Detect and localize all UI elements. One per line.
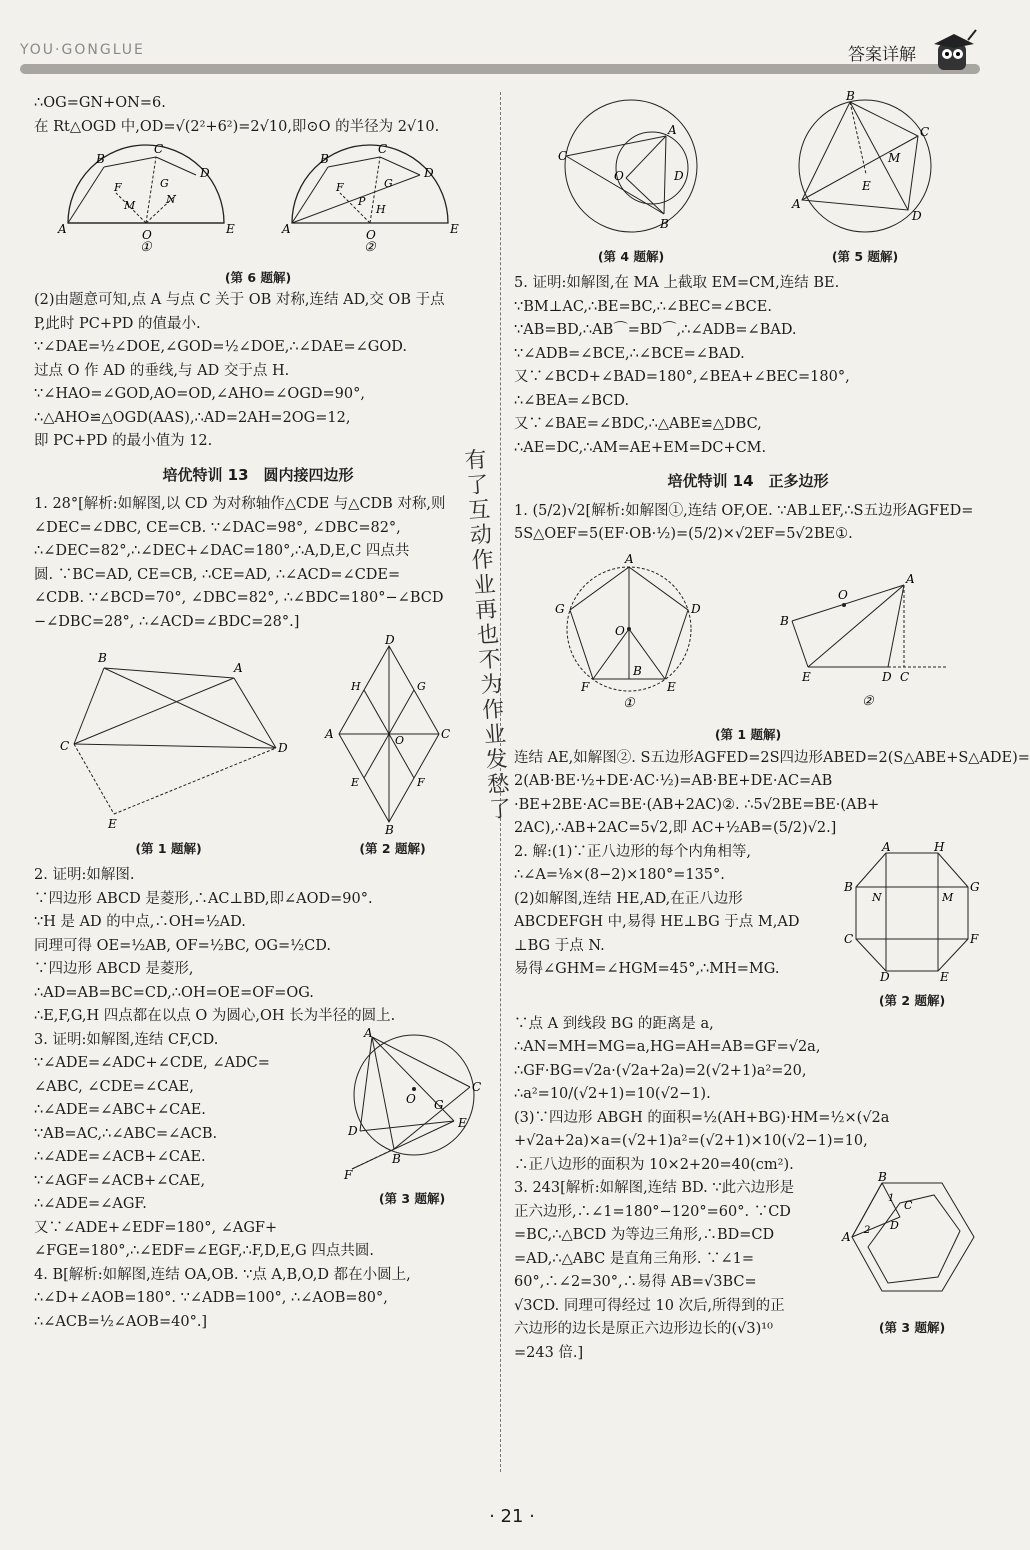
semicircle-diagram-2 [280, 143, 460, 253]
text-line: ∵四边形 ABCD 是菱形,∴AC⊥BD,即∠AOD=90°. [34, 890, 373, 907]
section-title: 培优特训 13 圆内接四边形 [162, 465, 354, 484]
svg-text:A: A [364, 1025, 373, 1040]
text-line: ∵∠ADB=∠BCE,∴∠BCE=∠BAD. [514, 345, 745, 362]
figure-caption: (第 1 题解) [135, 840, 202, 856]
svg-text:F: F [416, 776, 425, 789]
text-line: ∵BM⊥AC,∴BE=BC,∴∠BEC=∠BCE. [514, 298, 772, 315]
svg-text:E: E [226, 222, 235, 236]
text-line: 又∵∠ADE+∠EDF=180°, ∠AGF+ [34, 1219, 278, 1236]
handwritten-char: 也 [476, 622, 500, 649]
figure-6 [34, 143, 482, 262]
rhombus-diagram [323, 633, 463, 837]
text-line: ∴∠ACB=½∠AOB=40°.] [34, 1313, 208, 1330]
pentagon-diagram [549, 551, 709, 711]
figure-caption: (第 5 题解) [831, 248, 899, 264]
svg-text:F: F [114, 181, 122, 194]
svg-text:2: 2 [864, 1225, 871, 1236]
text-line: ∵AB=AC,∴∠ABC=∠ACB. [34, 1125, 218, 1142]
figure-caption: (第 6 题解) [224, 269, 292, 285]
figure-caption: (第 3 题解) [378, 1191, 446, 1206]
svg-text:E: E [350, 776, 359, 789]
text-line: 2. 证明:如解图. [34, 867, 135, 883]
text-line: ∴GF·BG=√2a·(√2a+2a)=2(√2+1)a²=20, [514, 1062, 807, 1079]
figure-number: ② [861, 693, 874, 709]
text-line: ∴∠D+∠AOB=180°. ∵∠ADB=100°, ∴∠AOB=80°, [34, 1290, 388, 1306]
text-line: ∠CDB. ∵∠BCD=70°, ∠DBC=82°, ∴∠BDC=180°−∠BCD [34, 590, 444, 606]
svg-text:O: O [614, 169, 624, 183]
svg-text:A: A [792, 197, 801, 211]
text-line: (3)∵四边形 ABGH 的面积=½(AH+BG)·HM=½×(√2a [514, 1109, 890, 1126]
text-line: ∵∠ADE=∠ADC+∠CDE, ∠ADC= [34, 1055, 270, 1071]
svg-text:A: A [233, 661, 243, 675]
text-line: 又∵∠BCD+∠BAD=180°,∠BEA+∠BEC=180°, [514, 369, 850, 385]
figure-1-pentagon [514, 551, 982, 720]
text-line: −∠DBC=28°, ∴∠ACD=∠BDC=28°.] [34, 613, 300, 630]
figure-number: ① [140, 240, 152, 255]
svg-text:O: O [614, 623, 625, 638]
text-line: ABCDEFGH 中,易得 HE⊥BG 于点 M,AD [514, 914, 800, 930]
text-line: 3. 证明:如解图,连结 CF,CD. [34, 1031, 219, 1048]
svg-text:G: G [160, 177, 169, 190]
brand-label: YOU·GONGLUE [20, 42, 145, 58]
svg-text:A: A [842, 1230, 851, 1244]
svg-text:A: A [882, 839, 891, 854]
svg-text:B: B [660, 217, 669, 231]
svg-text:C: C [899, 669, 909, 684]
svg-text:D: D [880, 969, 890, 984]
handwritten-char: 愁 [486, 771, 511, 799]
figure-2-octagon [842, 841, 982, 1013]
text-line: ∴OG=GN+ON=6. [34, 95, 166, 111]
handwritten-char: 业 [483, 722, 507, 749]
section-title: 培优特训 14 正多边形 [667, 472, 829, 490]
text-line: =BC,∴△BCD 为等边三角形,∴BD=CD [514, 1227, 775, 1243]
svg-text:E: E [940, 969, 949, 984]
handwritten-char: 作 [481, 697, 506, 724]
svg-text:E: E [666, 679, 676, 694]
text-line: (2)由题意可知,点 A 与点 C 关于 OB 对称,连结 AD,交 OB 于点 [34, 292, 445, 308]
svg-text:F: F [344, 1167, 353, 1182]
svg-text:M: M [888, 151, 901, 165]
text-line: ∵∠HAO=∠GOD,AO=OD,∠AHO=∠OGD=90°, [34, 386, 365, 402]
svg-text:H: H [350, 680, 361, 693]
figure-number: ② [364, 240, 376, 255]
svg-text:B: B [846, 89, 855, 103]
svg-text:A: A [668, 123, 677, 137]
text-line: 在 Rt△OGD 中,OD=√(2²+6²)=2√10,即⊙O 的半径为 2√10. [34, 118, 440, 135]
svg-text:M: M [124, 199, 136, 212]
svg-text:B: B [384, 823, 394, 837]
svg-text:G: G [970, 879, 980, 894]
svg-text:D: D [881, 669, 892, 684]
text-line: 1. (5/2)√2[解析:如解图①,连结 OF,OE. ∵AB⊥EF,∴S五边形AGFED= [514, 502, 974, 519]
figure-caption: (第 2 题解) [878, 993, 946, 1008]
quadrilateral-abed-diagram [778, 571, 948, 711]
handwritten-char: 业 [472, 572, 497, 599]
svg-text:N: N [166, 193, 176, 206]
page-number: · 21 · [489, 1506, 535, 1527]
text-line: 2. 解:(1)∵正八边形的每个内角相等, [514, 843, 751, 860]
svg-text:G: G [434, 1097, 444, 1112]
text-line: ∵四边形 ABCD 是菱形, [34, 961, 194, 977]
handwritten-char: 作 [470, 547, 495, 574]
svg-text:N: N [872, 890, 882, 904]
svg-text:G: G [554, 601, 565, 616]
svg-text:C: C [378, 142, 388, 156]
text-line: 正六边形,∴∠1=180°−120°=60°. ∵CD [514, 1203, 791, 1220]
handwritten-char: 为 [479, 672, 504, 699]
figure-3-hexagon [842, 1170, 982, 1339]
svg-text:E: E [107, 817, 117, 831]
svg-text:B: B [96, 152, 105, 166]
text-line: 5. 证明:如解图,在 MA 上截取 EM=CM,连结 BE. [514, 275, 840, 291]
svg-text:O: O [366, 228, 376, 242]
svg-text:E: E [450, 222, 459, 236]
two-circles-diagram [556, 96, 706, 236]
mascot-icon [928, 28, 978, 74]
svg-text:C: C [440, 727, 450, 741]
hexagon-diagram [842, 1170, 982, 1307]
svg-text:M: M [942, 890, 954, 904]
page-header [0, 0, 1024, 80]
svg-text:D: D [674, 169, 684, 183]
figure-3 [342, 1025, 482, 1211]
svg-text:A: A [58, 222, 67, 236]
svg-text:P: P [358, 195, 366, 208]
text-line: ∴AN=MH=MG=a,HG=AH=AB=GF=√2a, [514, 1039, 821, 1055]
text-line: +√2a+2a)×a=(√2+1)a²=(√2+1)×10(√2−1)=10, [514, 1133, 868, 1149]
header-stripe [20, 64, 980, 74]
svg-text:O: O [142, 228, 152, 242]
text-line: ∴正八边形的面积为 10×2+20=40(cm²). [514, 1156, 794, 1173]
handwritten-char: 有 [463, 447, 488, 475]
text-line: 3. 243[解析:如解图,连结 BD. ∵此六边形是 [514, 1180, 795, 1196]
text-line: 即 PC+PD 的最小值为 12. [34, 433, 213, 449]
svg-text:B: B [97, 651, 107, 665]
text-line: ∵H 是 AD 的中点,∴OH=½AD. [34, 914, 246, 930]
svg-text:F: F [336, 181, 344, 194]
text-line: 4. B[解析:如解图,连结 OA,OB. ∵点 A,B,O,D 都在小圆上, [34, 1266, 411, 1283]
text-line: ∴AD=AB=BC=CD,∴OH=OE=OF=OG. [34, 984, 314, 1001]
svg-text:1: 1 [888, 1193, 895, 1204]
text-line: P,此时 PC+PD 的值最小. [34, 315, 201, 332]
svg-text:A: A [624, 551, 634, 566]
text-line: ∠FGE=180°,∴∠EDF=∠EGF,∴F,D,E,G 四点共圆. [34, 1243, 374, 1259]
text-line: 5S△OEF=5(EF·OB·½)=(5/2)×√2EF=5√2BE①. [514, 526, 853, 542]
figure-caption: (第 1 题解) [714, 727, 782, 742]
svg-text:D: D [890, 1219, 899, 1232]
svg-text:H: H [934, 839, 945, 854]
text-line: ∵∠DAE=½∠DOE,∠GOD=½∠DOE,∴∠DAE=∠GOD. [34, 339, 407, 355]
figures-1-2 [34, 633, 482, 860]
svg-text:C: C [844, 931, 854, 946]
text-line: ∴∠ADE=∠AGF. [34, 1196, 147, 1212]
svg-text:G: G [384, 177, 393, 190]
svg-text:E: E [801, 669, 811, 684]
figure-caption: (第 3 题解) [878, 1319, 946, 1335]
text-line: ∴E,F,G,H 四点都在以点 O 为圆心,OH 长为半径的圆上. [34, 1008, 396, 1024]
svg-text:O: O [837, 587, 848, 602]
text-line: ∴∠ADE=∠ABC+∠CAE. [34, 1102, 206, 1118]
text-line: 过点 O 作 AD 的垂线,与 AD 交于点 H. [34, 362, 290, 379]
text-line: ∴∠A=⅛×(8−2)×180°=135°. [514, 867, 725, 883]
svg-text:O: O [394, 734, 404, 747]
svg-text:B: B [320, 152, 329, 166]
semicircle-diagram-1 [56, 143, 236, 253]
text-line: 1. 28°[解析:如解图,以 CD 为对称轴作△CDE 与△CDB 对称,则 [34, 496, 446, 512]
handwritten-char: 发 [484, 746, 509, 774]
text-line: =AD,∴△ABC 是直角三角形. ∵∠1= [514, 1250, 755, 1267]
svg-text:C: C [558, 149, 568, 163]
text-line: 60°,∴∠2=30°,∴易得 AB=√3BC= [514, 1274, 757, 1290]
svg-text:B: B [844, 879, 853, 894]
svg-text:C: C [920, 125, 930, 139]
header-title: 答案详解 [848, 45, 916, 65]
text-line: 2(AB·BE·½+DE·AC·½)=AB·BE+DE·AC=AB [514, 773, 833, 789]
handwritten-char: 再 [474, 597, 499, 624]
text-line: ∴∠ADE=∠ACB+∠CAE. [34, 1149, 206, 1165]
circle-triangle-diagram [342, 1025, 482, 1182]
svg-text:B: B [632, 663, 642, 678]
handwritten-char: 了 [488, 796, 513, 824]
text-line: 又∵∠BAE=∠BDC,∴△ABE≌△DBC, [514, 416, 762, 432]
svg-text:F: F [970, 931, 979, 946]
svg-text:E: E [458, 1115, 467, 1130]
svg-text:D: D [424, 166, 434, 180]
text-line: ∵点 A 到线段 BG 的距离是 a, [514, 1015, 714, 1032]
text-line: 易得∠GHM=∠HGM=45°,∴MH=MG. [514, 961, 780, 977]
text-line: ∴∠BEA=∠BCD. [514, 392, 630, 409]
figure-caption: (第 4 题解) [597, 248, 665, 264]
svg-text:A: A [905, 571, 915, 586]
quadrilateral-diagram [54, 648, 288, 831]
octagon-diagram [842, 839, 982, 984]
text-line: ∠ABC, ∠CDE=∠CAE, [34, 1078, 194, 1095]
svg-text:C: C [59, 739, 69, 753]
svg-text:H: H [376, 203, 386, 216]
svg-text:D: D [277, 741, 288, 755]
text-line: ∴a²=10/(√2+1)=10(√2−1). [514, 1086, 711, 1102]
circle-quadrilateral-diagram [790, 89, 940, 236]
handwritten-char: 动 [469, 522, 493, 549]
right-column [514, 89, 1030, 1365]
text-line: ∴△AHO≌△OGD(AAS),∴AD=2AH=2OG=12, [34, 409, 351, 426]
text-line: ∵∠AGF=∠ACB+∠CAE, [34, 1172, 206, 1189]
handwritten-char: 不 [477, 647, 502, 674]
text-line: 连结 AE,如解图②. S五边形AGFED=2S四边形ABED=2(S△ABE+S△ADE)= [514, 749, 1030, 766]
text-line: √3CD. 同理可得经过 10 次后,所得到的正 [514, 1297, 785, 1314]
svg-text:B: B [878, 1170, 887, 1184]
svg-text:A: A [282, 222, 291, 236]
svg-text:D: D [348, 1123, 358, 1138]
svg-text:D: D [200, 166, 210, 180]
handwritten-char: 了 [465, 472, 490, 500]
text-line: 2AC),∴AB+2AC=5√2,即 AC+½AB=(5/2)√2.] [514, 820, 837, 836]
text-line: ⊥BG 于点 N. [514, 937, 605, 954]
svg-text:O: O [406, 1091, 416, 1106]
figures-4-5 [514, 89, 982, 268]
svg-text:A: A [324, 727, 334, 741]
left-column [34, 92, 482, 1334]
svg-text:F: F [580, 679, 589, 694]
text-line: ∴∠DEC=82°,∴∠DEC+∠DAC=180°,∴A,D,E,C 四点共 [34, 543, 410, 559]
svg-text:E: E [862, 179, 871, 193]
text-line: (2)如解图,连结 HE,AD,在正八边形 [514, 890, 743, 907]
svg-text:C: C [472, 1079, 482, 1094]
svg-text:B: B [392, 1151, 401, 1166]
svg-text:C: C [904, 1199, 913, 1212]
text-line: =243 倍.] [514, 1344, 584, 1361]
svg-text:D: D [384, 633, 395, 647]
text-line: 六边形的边长是原正六边形边长的(√3)¹⁰ [514, 1321, 773, 1337]
text-line: 同理可得 OE=½AB, OF=½BC, OG=½CD. [34, 937, 331, 954]
text-line: ·BE+2BE·AC=BE·(AB+2AC)②. ∴5√2BE=BE·(AB+ [514, 796, 880, 813]
svg-text:D: D [912, 209, 922, 223]
handwritten-char: 互 [467, 497, 492, 525]
text-line: ∵AB=BD,∴AB⌒=BD⌒,∴∠ADB=∠BAD. [514, 322, 797, 338]
text-line: ∠DEC=∠DBC, CE=CB. ∵∠DAC=98°, ∠DBC=82°, [34, 519, 401, 536]
text-line: ∴AE=DC,∴AM=AE+EM=DC+CM. [514, 439, 767, 456]
svg-text:C: C [154, 142, 164, 156]
figure-caption: (第 2 题解) [359, 840, 426, 856]
svg-text:B: B [779, 613, 789, 628]
figure-number: ① [622, 695, 635, 711]
svg-text:D: D [690, 601, 701, 616]
text-line: 圆. ∵BC=AD, CE=CB, ∴CE=AD, ∴∠ACD=∠CDE= [34, 566, 401, 583]
svg-text:G: G [416, 680, 426, 693]
